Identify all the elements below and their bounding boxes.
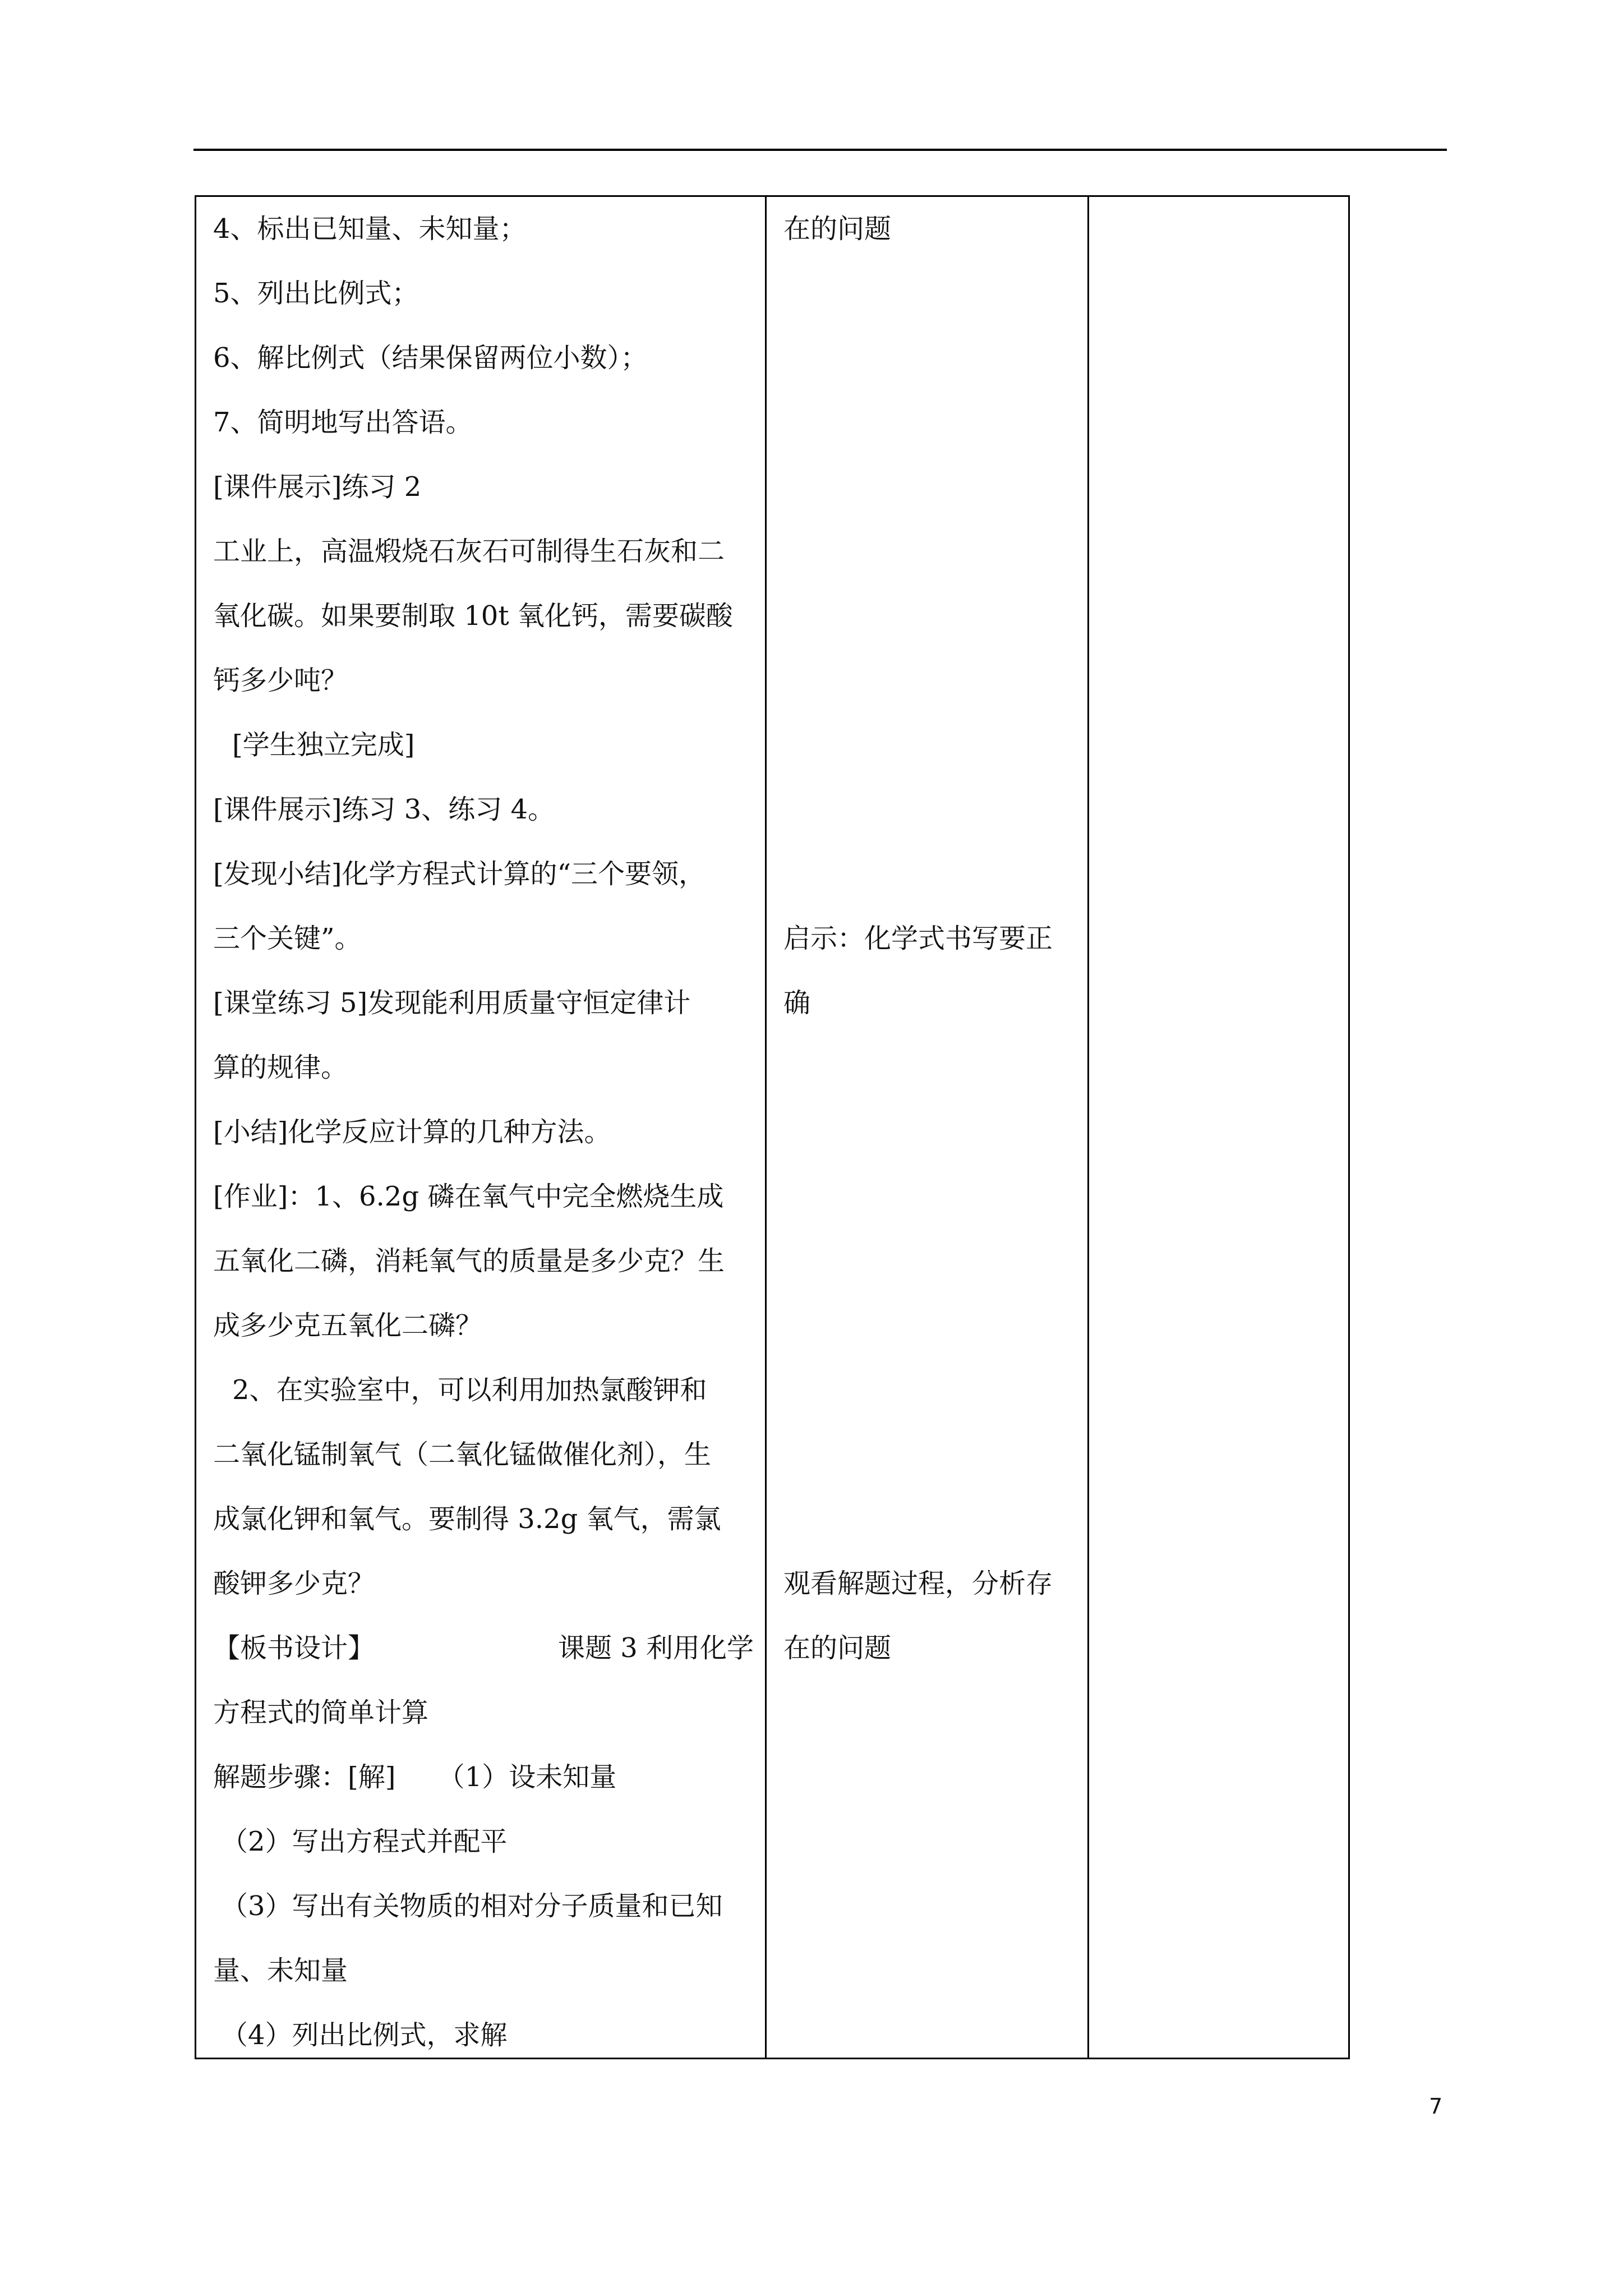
step-3-continued: 量、未知量 bbox=[213, 1955, 348, 1986]
step-2: （2）写出方程式并配平 bbox=[221, 1826, 508, 1857]
text-line: 成多少克五氧化二磷？ bbox=[213, 1310, 483, 1341]
text-line: 在的问题 bbox=[783, 213, 892, 245]
text-line: 二氧化锰制氧气（二氧化锰做催化剂），生 bbox=[213, 1439, 712, 1470]
text-line: 工业上，高温煅烧石灰石可制得生石灰和二 bbox=[213, 536, 725, 567]
text-line: [课件展示]练习 2 bbox=[213, 471, 422, 503]
page-number: 7 bbox=[1429, 2094, 1443, 2119]
header-rule bbox=[193, 149, 1447, 151]
activity-text: 在的问题 bbox=[783, 1632, 892, 1664]
activity-text: 观看解题过程，分析存 bbox=[783, 1568, 1053, 1599]
text-line: 五氧化二磷，消耗氧气的质量是多少克？生 bbox=[213, 1245, 725, 1277]
lesson-plan-table bbox=[195, 195, 1350, 2059]
text-line: 成氯化钾和氧气。要制得 3.2g 氧气，需氯 bbox=[213, 1503, 721, 1535]
text-line: 酸钾多少克？ bbox=[213, 1568, 375, 1599]
text-line: 6、解比例式（结果保留两位小数）； bbox=[213, 342, 648, 374]
text-line: [作业]：1、6.2g 磷在氧气中完全燃烧生成 bbox=[213, 1181, 724, 1212]
text-line: 钙多少吨？ bbox=[213, 665, 348, 696]
text-line: 4、标出已知量、未知量； bbox=[213, 213, 527, 245]
step-1: （1）设未知量 bbox=[437, 1761, 617, 1793]
text-line: [课件展示]练习 3、练习 4。 bbox=[213, 794, 555, 825]
text-line: [课堂练习 5]发现能利用质量守恒定律计 bbox=[213, 987, 691, 1019]
text-line: [小结]化学反应计算的几种方法。 bbox=[213, 1116, 611, 1148]
board-design-label: 【板书设计】 bbox=[213, 1632, 375, 1664]
board-design-heading bbox=[213, 1616, 754, 1681]
hint-text: 确 bbox=[783, 987, 811, 1019]
text-line: 三个关键”。 bbox=[213, 923, 362, 954]
student-activity-column bbox=[767, 197, 1089, 2058]
board-design-title-continued: 方程式的简单计算 bbox=[213, 1697, 429, 1728]
steps-label: 解题步骤：[解] bbox=[213, 1761, 396, 1793]
text-line: 2、在实验室中，可以利用加热氯酸钾和 bbox=[232, 1374, 707, 1406]
hint-text: 启示：化学式书写要正 bbox=[783, 923, 1053, 954]
step-4: （4）列出比例式，求解 bbox=[221, 2019, 508, 2051]
text-line: [学生独立完成] bbox=[232, 729, 415, 761]
text-line: 7、简明地写出答语。 bbox=[213, 407, 473, 438]
step-3: （3）写出有关物质的相对分子质量和已知 bbox=[221, 1890, 723, 1922]
board-design-title: 课题 3 利用化学 bbox=[557, 1632, 754, 1664]
text-line: [发现小结]化学方程式计算的“三个要领， bbox=[213, 858, 706, 890]
text-line: 算的规律。 bbox=[213, 1052, 348, 1083]
text-line: 5、列出比例式； bbox=[213, 278, 419, 309]
solution-steps-intro bbox=[213, 1745, 754, 1810]
teaching-process-column bbox=[196, 197, 767, 2058]
text-line: 氧化碳。如果要制取 10t 氧化钙，需要碳酸 bbox=[213, 600, 733, 632]
notes-column bbox=[1089, 197, 1350, 2058]
